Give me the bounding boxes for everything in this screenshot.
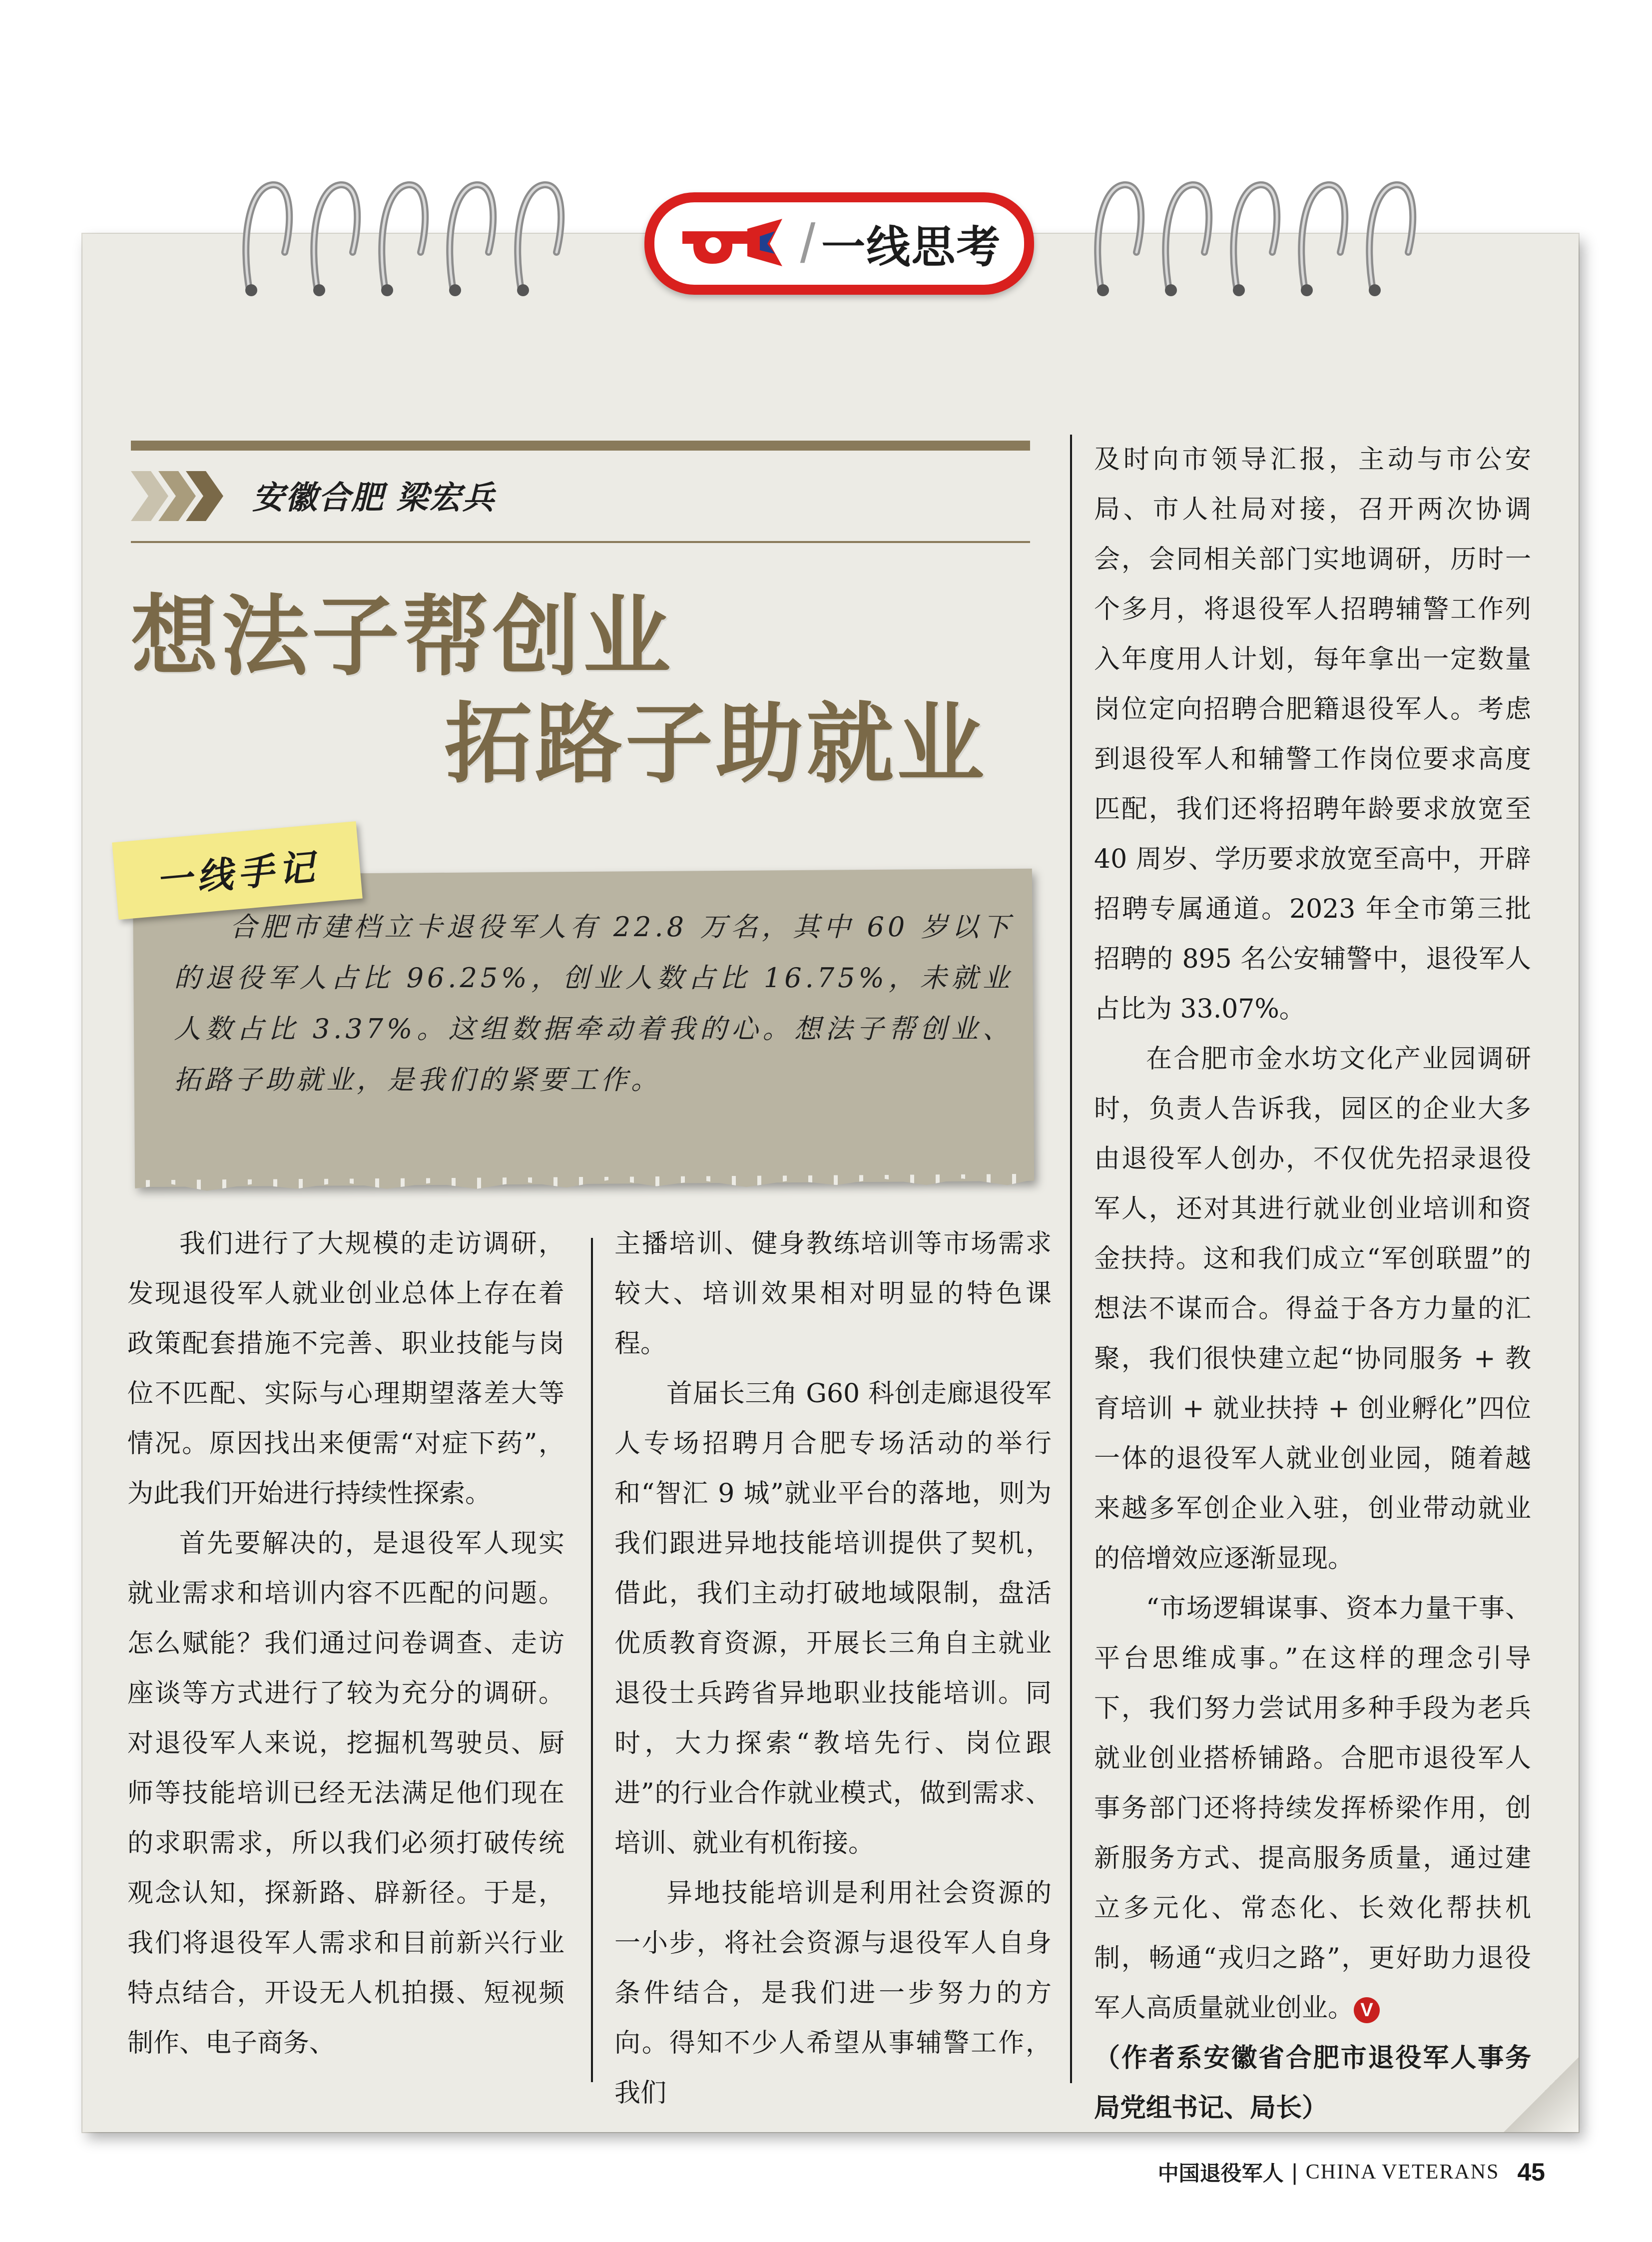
section-badge [644,192,1034,295]
magazine-name-cn: 中国退役军人 [1157,2162,1284,2185]
binder-ring-icon [1089,177,1149,300]
paragraph-continued: 及时向市领导汇报，主动与市公安局、市人社局对接，召开两次协调会，会同相关部门实地调研，历时一个多月，将退役军人招聘辅警工作列入年度用人计划，每年拿出一定数量岗位定向招聘合肥籍退役军人。考虑到退役军人和辅警工作岗位要求高度匹配，我们还将招聘年龄要求放宽至 40 周岁、学历要求放宽至高中，开辟招聘专属通道。2023 年全市第三批招聘的 895 名公安辅警中，退役军人占比为 33.07%。 [1094,445,1531,1024]
binder-ring-icon [1361,177,1421,300]
spiral-binding-left [237,177,569,302]
article-title-line2: 拓路子助就业 [445,696,987,793]
page-number: 45 [1517,2158,1545,2186]
binder-ring-icon [305,177,365,300]
note-text: 合肥市建档立卡退役军人有 22.8 万名，其中 60 岁以下的退役军人占比 96.25%，创业人数占比 16.75%，未就业人数占比 3.37%。这组数据牵动着我的心。想法子帮创业、拓路子助就业，是我们的紧要工作。 [174,911,1013,1096]
binder-ring-icon [1157,177,1217,300]
paragraph-text: “市场逻辑谋事、资本力量干事、平台思维成事。”在这样的理念引导下，我们努力尝试用多种手段为老兵就业创业搭桥铺路。合肥市退役军人事务部门还将持续发挥桥梁作用，创新服务方式、提高服务质量，通过建立多元化、常态化、长效化帮扶机制，畅通“戎归之路”，更好助力退役军人高质量就业创业。 [1094,1594,1531,2023]
paragraph: 首届长三角 G60 科创走廊退役军人专场招聘月合肥专场活动的举行和“智汇 9 城”就业平台的落地，则为我们跟进异地技能培训提供了契机，借此，我们主动打破地域限制，盘活优质教育资源，开展长三角自主就业退役士兵跨省异地职业技能培训。同时，大力探索“教培先行、岗位跟进”的行业合作就业模式，做到需求、培训、就业有机衔接。 [614,1379,1052,1858]
end-mark-icon: V [1354,1997,1380,2023]
binder-ring-icon [373,177,433,300]
paragraph [1094,1584,1531,2033]
author-note: （作者系安徽省合肥市退役军人事务局党组书记、局长） [1094,2043,1531,2123]
magazine-name-en: CHINA VETERANS [1305,2161,1500,2184]
body-column-middle [614,1219,1052,2118]
paragraph: 首先要解决的，是退役军人现实就业需求和培训内容不匹配的问题。怎么赋能？我们通过问卷调查、走访座谈等方式进行了较为充分的调研。对退役军人来说，挖掘机驾驶员、厨师等技能培训已经无法满足他们现在的求职需求，所以我们必须打破传统观念认知，探新路、辟新径。于是，我们将退役军人需求和目前新兴行业特点结合，开设无人机拍摄、短视频制作、电子商务、 [127,1529,564,2058]
binder-ring-icon [237,177,297,300]
binder-ring-icon [1225,177,1285,300]
body-column-right [1094,435,1531,2133]
binder-ring-icon [441,177,501,300]
paragraph: 我们进行了大规模的走访调研，发现退役军人就业创业总体上存在着政策配套措施不完善、职业技能与岗位不匹配、实际与心理期望落差大等情况。原因找出来便需“对症下药”，为此我们开始进行持续性探索。 [127,1229,564,1509]
binder-ring-icon [509,177,569,300]
paragraph: 异地技能培训是利用社会资源的一小步，将社会资源与退役军人自身条件结合，是我们进一步努力的方向。得知不少人希望从事辅警工作，我们 [614,1878,1052,2108]
paragraph-continued: 主播培训、健身教练培训等市场需求较大、培训效果相对明显的特色课程。 [614,1229,1052,1359]
page-footer [1158,2157,1545,2187]
note-label: 一线手记 [154,845,321,902]
column-name: 一线思考 [821,222,1002,272]
byline-divider [131,541,1030,543]
badge-separator: / [800,213,816,274]
column-divider [1070,435,1072,2083]
author-byline: 安徽合肥 梁宏兵 [252,479,496,517]
footer-separator: | [1291,2159,1298,2185]
binder-ring-icon [1293,177,1353,300]
spiral-binding-right [1089,177,1421,302]
paragraph: 在合肥市金水坊文化产业园调研时，负责人告诉我，园区的企业大多由退役军人创办，不仅优先招录退役军人，还对其进行就业创业培训和资金扶持。这和我们成立“军创联盟”的想法不谋而合。得益于各方力量的汇聚，我们很快建立起“协同服务 + 教育培训 + 就业扶持 + 创业孵化”四位一体的退役军人就业创业园，随着越来越多军创企业入驻，创业带动就业的倍增效应逐渐显现。 [1094,1044,1531,1574]
veterans-logo-icon [677,216,787,271]
body-column-left [127,1219,564,2068]
article-title-line1: 想法子帮创业 [131,588,673,686]
chevron-arrows-icon [131,469,231,524]
column-divider [591,1238,593,2082]
title-top-rule [131,441,1030,451]
